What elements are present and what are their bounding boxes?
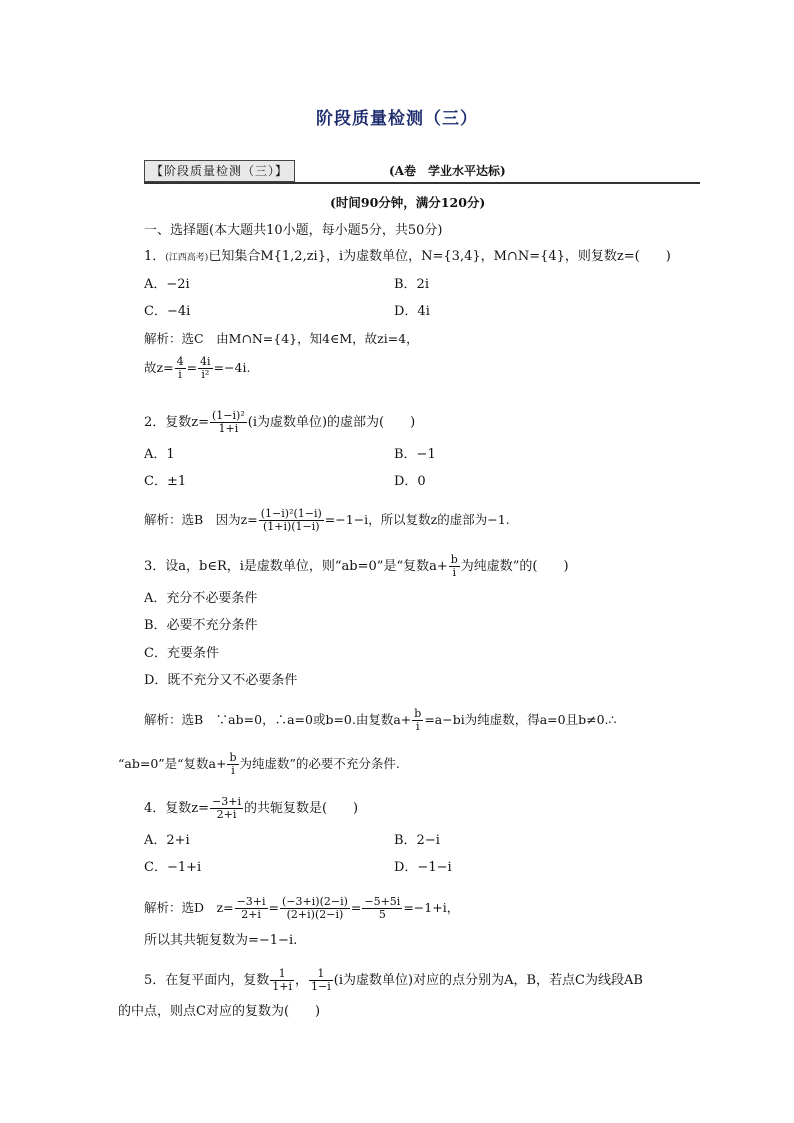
option-a: A．−2i bbox=[144, 277, 190, 292]
solution-3-cont: “ab=0”是“复数a+ $\frac{b}{i}$ 为纯虚数”的必要不充分条件. bbox=[118, 751, 400, 777]
section-heading: 一、选择题(本大题共10小题，每小题5分，共50分) bbox=[144, 223, 443, 238]
question-2: 2．复数z= $\frac{\text{(1−i)²}}{1+i}$ (i为虚数单位)的虚部为( ) bbox=[144, 409, 416, 435]
fraction: $\frac{-5+5i}{5}$ bbox=[364, 895, 401, 921]
fraction: $\frac{\text{(1−i)²}}{1+i}$ bbox=[212, 409, 245, 435]
paper-type: (A卷 学业水平达标) bbox=[389, 164, 506, 178]
watermark bbox=[630, 762, 770, 798]
fraction: $\frac{(-3+i)(2-i)}{(2+i)(2-i)}$ bbox=[282, 895, 348, 921]
solution-1: 解析：选C 由M∩N={4}，知4∈M，故zi=4， bbox=[144, 331, 419, 346]
option-a: A．2+i bbox=[144, 833, 190, 848]
question-4: 4．复数z= $\frac{-3+i}{2+i}$ 的共轭复数是( ) bbox=[144, 795, 359, 821]
option-d: D．既不充分又不必要条件 bbox=[144, 673, 298, 688]
solution-4-cont: 所以其共轭复数为=−1−i. bbox=[144, 933, 298, 948]
solution-3: 解析：选B ∵ab=0，∴a=0或b=0.由复数a+ $\frac{b}{i}$ =a−bi为纯虚数，得a=0且b≠0.∴ bbox=[144, 707, 617, 733]
option-d: D．0 bbox=[394, 474, 426, 489]
option-c: C．±1 bbox=[144, 474, 187, 489]
solution-1-cont: 故z= $\frac{4}{i}$ = $\frac{4i}{\text{i²}}$ =−4i. bbox=[144, 355, 251, 381]
option-c: C．−4i bbox=[144, 304, 191, 319]
fraction: $\frac{1}{1-i}$ bbox=[311, 967, 331, 993]
option-a: A．1 bbox=[144, 447, 175, 462]
fraction: $\frac{4}{i}$ bbox=[176, 355, 184, 381]
fraction: $\frac{b}{i}$ bbox=[229, 751, 237, 777]
option-b: B．2i bbox=[394, 277, 429, 292]
question-5-cont: 的中点，则点C对应的复数为( ) bbox=[118, 1004, 321, 1019]
fraction: $\frac{1}{1+i}$ bbox=[272, 967, 293, 993]
solution-4: 解析：选D z= $\frac{-3+i}{2+i}$ = $\frac{(-3+i)(2-i)}{(2+i)(2-i)}$ = $\frac{-5+5i}{5}$ =−1+i， bbox=[144, 895, 460, 921]
option-c: C．−1+i bbox=[144, 860, 202, 875]
fraction: $\frac{b}{i}$ bbox=[414, 707, 422, 733]
question-3: 3．设a，b∈R，i是虚数单位，则“ab=0”是“复数a+ $\frac{b}{i}$ 为纯虚数”的( ) bbox=[144, 553, 569, 579]
option-b: B．2−i bbox=[394, 833, 440, 848]
source-tag: (江西高考) bbox=[165, 253, 209, 263]
option-b: B．−1 bbox=[394, 447, 436, 462]
option-a: A．充分不必要条件 bbox=[144, 591, 258, 606]
question-1: 1．(江西高考)已知集合M{1,2,zi}，i为虚数单位，N={3,4}，M∩N={4}，则复数z=( ) bbox=[144, 249, 671, 264]
page-title: 阶段质量检测（三） bbox=[316, 109, 478, 129]
fraction: $\frac{\text{(1−i)²(1−i)}}{(1+i)(1-i)}$ bbox=[260, 507, 322, 533]
header-band bbox=[144, 160, 700, 184]
solution-2: 解析：选B 因为z= $\frac{\text{(1−i)²(1−i)}}{(1+i)(1-i)}$ =−1−i，所以复数z的虚部为−1. bbox=[144, 507, 510, 533]
question-5: 5．在复平面内，复数 $\frac{1}{1+i}$ ， $\frac{1}{1-i}$ (i为虚数单位)对应的点分别为A，B，若点C为线段AB bbox=[144, 967, 643, 993]
option-c: C．充要条件 bbox=[144, 646, 219, 661]
time-note: (时间90分钟，满分120分) bbox=[330, 195, 486, 210]
fraction: $\frac{b}{i}$ bbox=[450, 553, 458, 579]
option-d: D．4i bbox=[394, 304, 430, 319]
fraction: $\frac{-3+i}{2+i}$ bbox=[236, 895, 266, 921]
option-d: D．−1−i bbox=[394, 860, 452, 875]
option-b: B．必要不充分条件 bbox=[144, 618, 258, 633]
fraction: $\frac{4i}{\text{i²}}$ bbox=[200, 355, 211, 381]
watermark-icon bbox=[630, 762, 770, 792]
fraction: $\frac{-3+i}{2+i}$ bbox=[212, 795, 241, 821]
section-tag: 【阶段质量检测（三）】 bbox=[144, 160, 295, 182]
